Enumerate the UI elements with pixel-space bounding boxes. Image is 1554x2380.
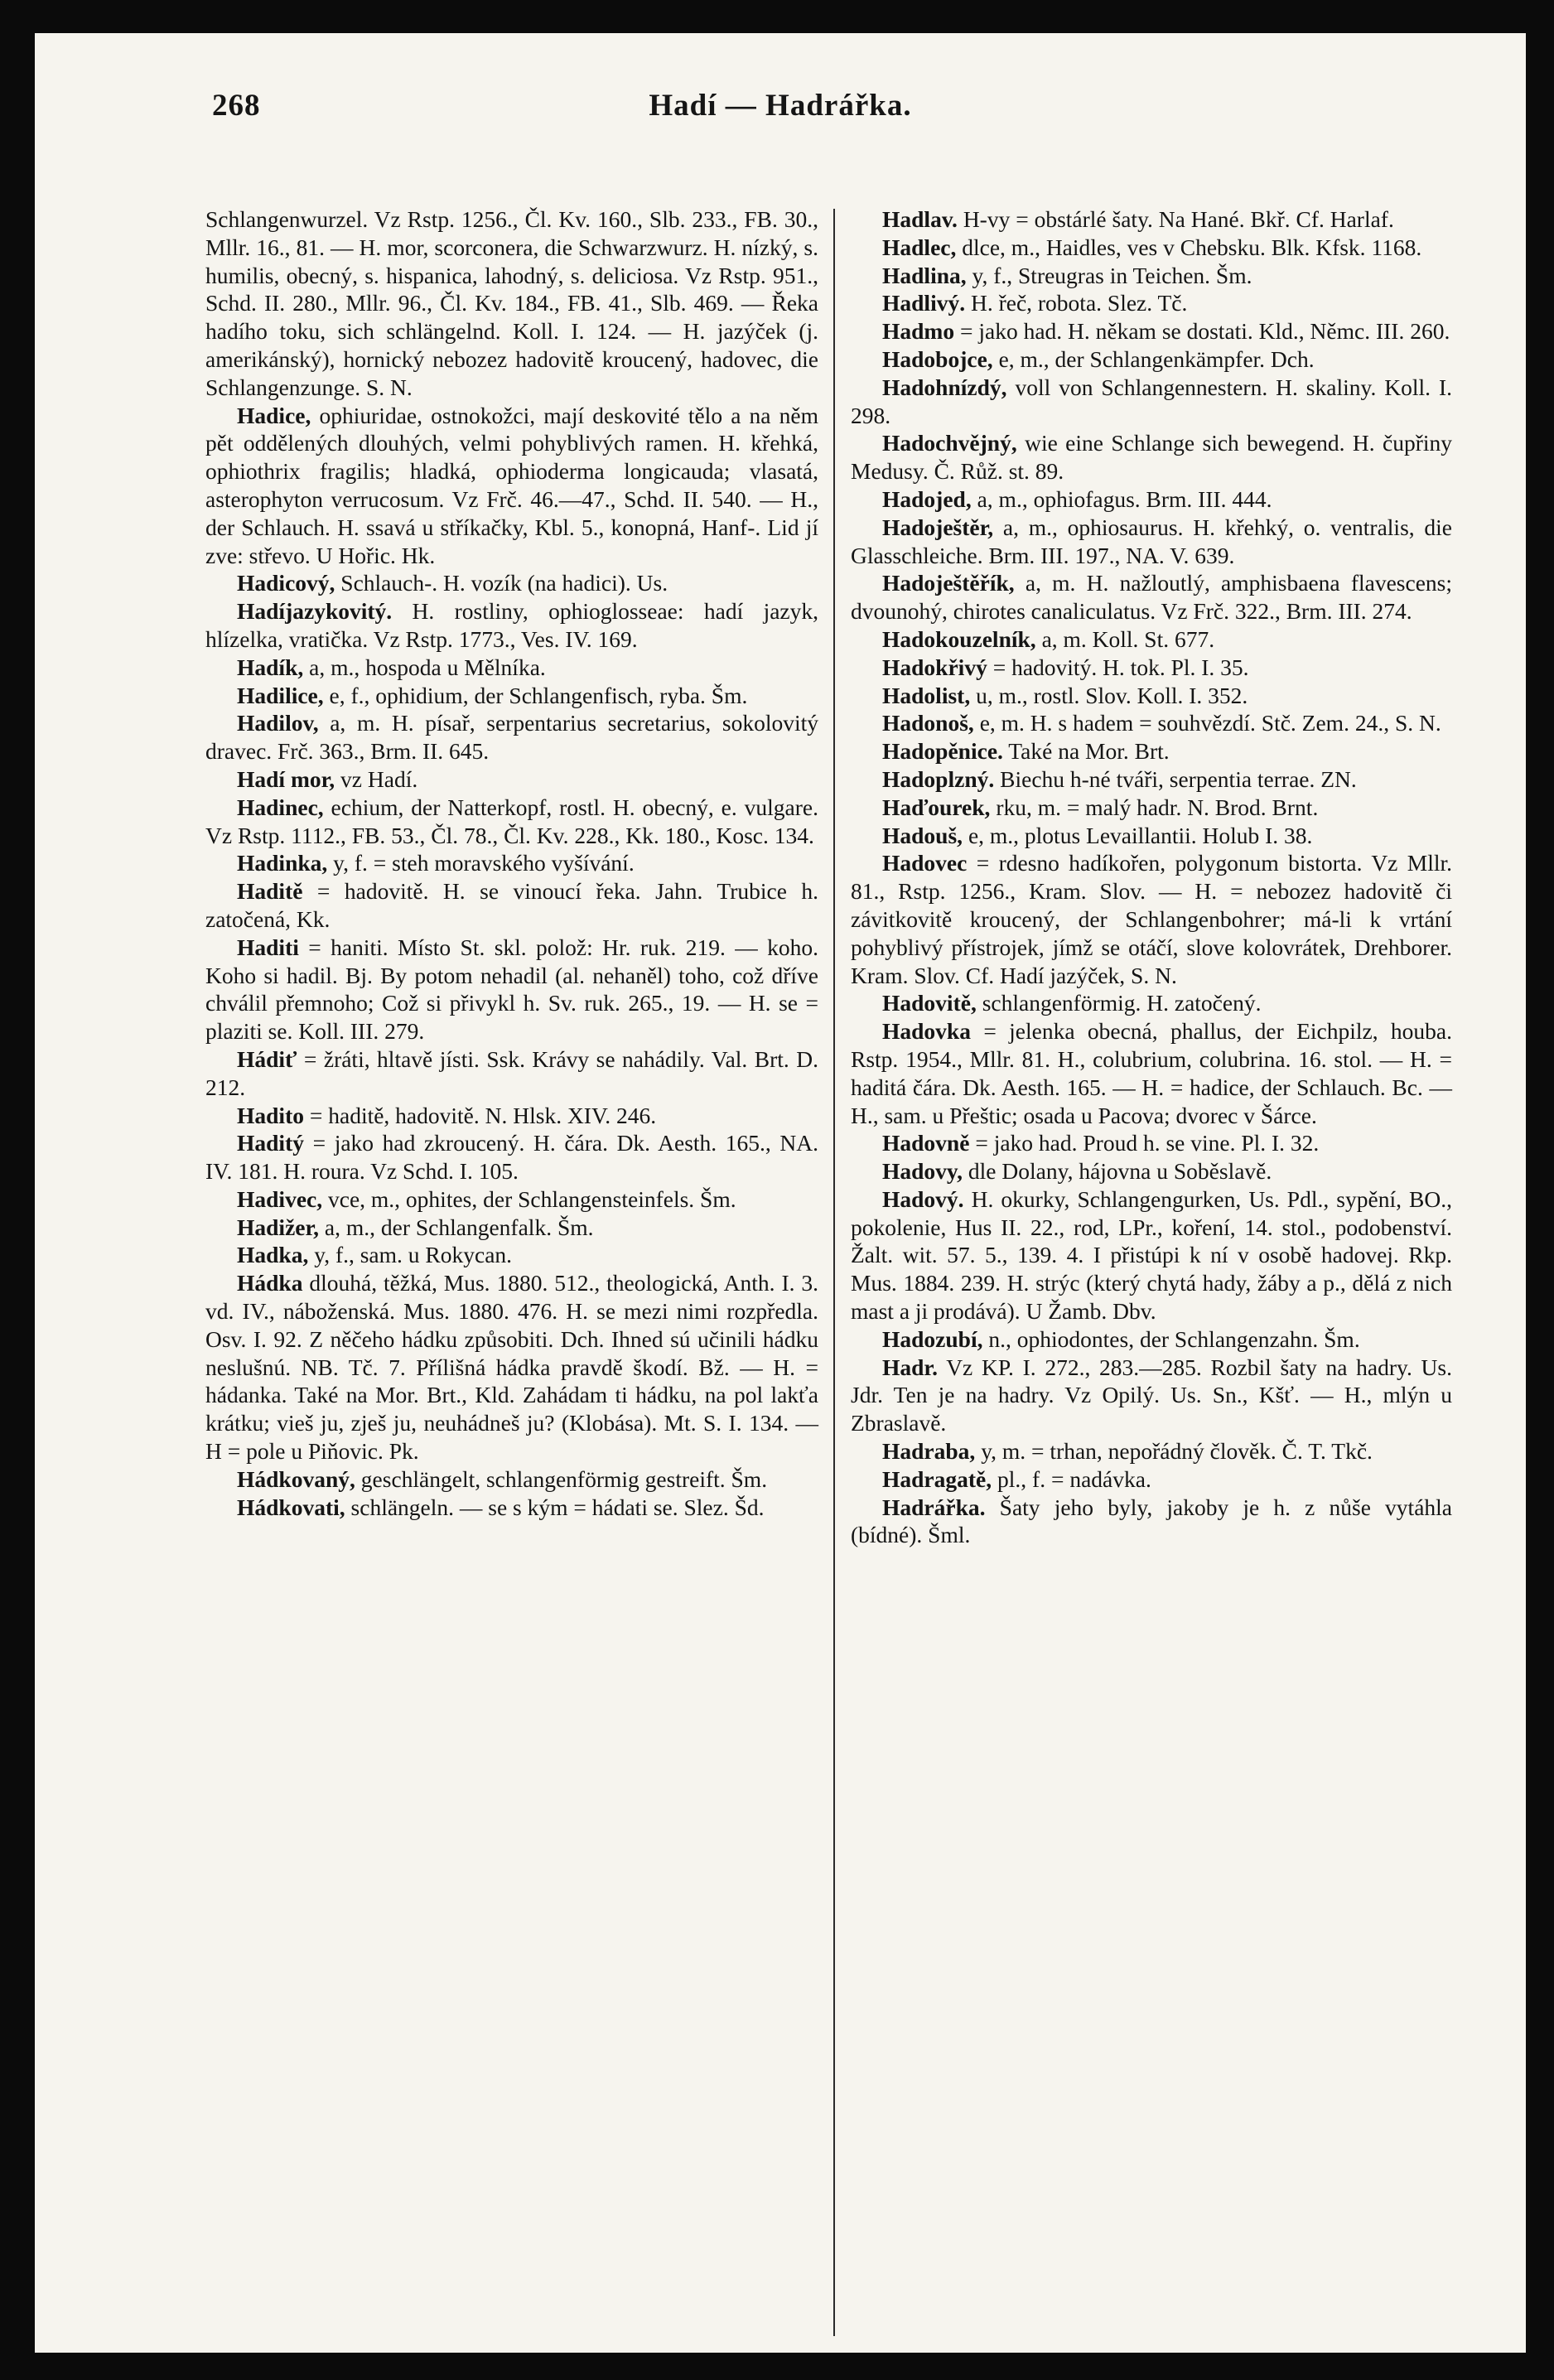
entry-text: vz Hadí.: [335, 765, 418, 792]
dictionary-entry: [851, 262, 1452, 290]
entry-text: = jako had. Proud h. se vine. Pl. I. 32.: [969, 1130, 1320, 1156]
entry-text: e, f., ophidium, der Schlangenfisch, ryba. Šm.: [323, 682, 748, 708]
page-header: [35, 88, 1526, 138]
dictionary-entry: [851, 1354, 1452, 1437]
dictionary-entry: [851, 1157, 1452, 1185]
entry-headword: Haditě: [237, 878, 303, 905]
entry-text: a, m., ophiofagus. Brm. III. 444.: [971, 485, 1272, 512]
entry-text: = hadovitý. H. tok. Pl. I. 35.: [987, 654, 1249, 680]
entry-headword: Hadovně: [882, 1130, 970, 1156]
dictionary-entry: [205, 877, 818, 934]
dictionary-entry: [851, 682, 1452, 710]
entry-text: pl., f. = nadávka.: [992, 1465, 1151, 1492]
entry-headword: Haditi: [237, 934, 299, 960]
dictionary-entry: [205, 205, 818, 402]
dictionary-entry: [205, 597, 818, 654]
dictionary-entry: [205, 934, 818, 1045]
dictionary-entry: [205, 1102, 818, 1130]
entry-headword: Hadojed,: [882, 485, 972, 512]
entry-text: Biechu h-né tváři, serpentia terrae. ZN.: [994, 765, 1357, 792]
entry-text: y, f., sam. u Rokycan.: [308, 1242, 513, 1268]
entry-text: = haniti. Místo St. skl. polož: Hr. ruk. 219. — koho. Koho si hadil. Bj. By potom nehadil (al. nehaněl) toho, což dříve chválil přemnoho; Což si přivykl h. Sv. ruk. 265., 19. — H. se = plaziti se. Koll. III. 279.: [205, 934, 818, 1045]
entry-headword: Haditý: [237, 1130, 304, 1156]
entry-headword: Hadmo: [882, 318, 955, 345]
entry-headword: Hadoplzný.: [882, 765, 995, 792]
entry-headword: Hadito: [237, 1102, 304, 1128]
dictionary-entry: [851, 709, 1452, 737]
entry-text: a, m., ophiosaurus. H. křehký, o. ventralis, die Glasschleiche. Brm. III. 197., NA. V. 639.: [851, 514, 1452, 568]
entry-headword: Hádka: [237, 1270, 303, 1296]
entry-headword: Hadobojce,: [882, 345, 993, 372]
dictionary-entry: [851, 205, 1452, 234]
dictionary-entry: [205, 1269, 818, 1465]
entry-headword: Hadoještěr,: [882, 514, 994, 540]
dictionary-entry: [851, 625, 1452, 654]
entry-headword: Hádkovati,: [237, 1494, 345, 1520]
entry-headword: Haďourek,: [882, 794, 991, 820]
entry-headword: Hadlav.: [882, 206, 958, 232]
entry-text: = hadovitě. H. se vinoucí řeka. Jahn. Trubice h. zatočená, Kk.: [205, 878, 818, 932]
entry-headword: Hadovy,: [882, 1158, 963, 1185]
page-number: 268: [212, 89, 261, 123]
entry-headword: Hadokřivý: [882, 654, 987, 680]
entry-text: = haditě, hadovitě. N. Hlsk. XIV. 246.: [303, 1102, 657, 1128]
dictionary-entry: [205, 849, 818, 877]
dictionary-entry: [851, 374, 1452, 430]
entry-headword: Hadlec,: [882, 234, 957, 260]
entry-headword: Hadlivý.: [882, 290, 966, 316]
dictionary-entry: [851, 569, 1452, 625]
dictionary-entry: [851, 1465, 1452, 1494]
dictionary-entry: [851, 737, 1452, 765]
dictionary-entry: [851, 429, 1452, 485]
entry-text: H-vy = obstárlé šaty. Na Hané. Bkř. Cf. Harlaf.: [957, 206, 1394, 232]
entry-text: a, m. H. písař, serpentarius secretarius, sokolovitý dravec. Frč. 363., Brm. II. 645.: [205, 710, 818, 765]
dictionary-entry: [205, 1494, 818, 1522]
entry-headword: Hadilice,: [237, 682, 324, 708]
entry-text: a, m. Koll. St. 677.: [1035, 625, 1215, 652]
entry-headword: Hadivec,: [237, 1185, 323, 1212]
dictionary-entry: [851, 1325, 1452, 1354]
entry-text: dlce, m., Haidles, ves v Chebsku. Blk. Kfsk. 1168.: [956, 234, 1422, 260]
entry-headword: Hadový.: [882, 1185, 964, 1212]
dictionary-entry: [205, 569, 818, 597]
entry-text: ophiuridae, ostnokožci, mají deskovité tělo a na něm pět oddělených dlouhých, velmi pohyblivých ramen. H. křehká, ophiothrix fragilis; hladká, ophioderma longicauda; vlasatá, asterophyton verrucosum. Vz Frč. 46.—47., Schd. II. 540. — H., der Schlauch. H. ssavá u stříkačky, Kbl. 5., konopná, Hanf-. Lid jí zve: střevo. U Hořic. Hk.: [205, 402, 818, 568]
entry-text: H. rostliny, ophioglosseae: hadí jazyk, hlízelka, vratička. Vz Rstp. 1773., Ves. IV. 169.: [205, 598, 818, 652]
running-head: Hadí — Hadrářka.: [649, 89, 912, 123]
entry-headword: Hadicový,: [237, 570, 335, 596]
dictionary-entry: [851, 654, 1452, 682]
entry-headword: Hadozubí,: [882, 1325, 983, 1352]
entry-headword: Hádkovaný,: [237, 1465, 355, 1492]
dictionary-entry: [205, 1214, 818, 1242]
entry-text: y, m. = trhan, nepořádný člověk. Č. T. Tkč.: [975, 1438, 1373, 1465]
dictionary-entry: [851, 794, 1452, 822]
dictionary-entry: [851, 1017, 1452, 1129]
entry-text: = rdesno hadíkořen, polygonum bistorta. Vz Mllr. 81., Rstp. 1256., Kram. Slov. — H. = nebozez hadovitě či závitkovitě kroucený, der Schlangenbohrer; má-li k vrtání pohyblivý přístrojek, jímž se otáčí, slove kolovrátek, Drehborer. Kram. Slov. Cf. Hadí jazýček, S. N.: [851, 850, 1452, 988]
entry-headword: Hadinec,: [237, 794, 324, 820]
entry-text: schlängeln. — se s kým = hádati se. Slez. Šd.: [345, 1494, 765, 1520]
right-column: [851, 205, 1452, 1549]
dictionary-entry: [851, 849, 1452, 989]
entry-headword: Hadragatě,: [882, 1465, 992, 1492]
entry-headword: Hadolist,: [882, 682, 971, 708]
entry-text: = jako had. H. někam se dostati. Kld., Němc. III. 260.: [954, 318, 1450, 345]
entry-headword: Hadka,: [237, 1242, 309, 1268]
dictionary-page: [35, 33, 1526, 2353]
entry-text: a, m., der Schlangenfalk. Šm.: [319, 1214, 594, 1240]
entry-headword: Hadonoš,: [882, 710, 974, 736]
dictionary-entry: [851, 1437, 1452, 1465]
entry-text: Schlauch-. H. vozík (na hadici). Us.: [335, 570, 668, 596]
entry-text: Šaty jeho byly, jakoby je h. z nůše vytáhla (bídné). Šml.: [851, 1494, 1452, 1548]
dictionary-entry: [851, 822, 1452, 850]
entry-text: rku, m. = malý hadr. N. Brod. Brnt.: [990, 794, 1319, 820]
entry-text: dle Dolany, hájovna u Soběslavě.: [963, 1158, 1272, 1185]
dictionary-entry: [205, 1129, 818, 1185]
entry-text: y, f. = steh moravského vyšívání.: [327, 850, 635, 876]
entry-headword: Hadouš,: [882, 822, 963, 848]
entry-text: = žráti, hltavě jísti. Ssk. Krávy se nahádily. Val. Brt. D. 212.: [205, 1045, 818, 1100]
entry-text: = jako had zkroucený. H. čára. Dk. Aesth. 165., NA. IV. 181. H. roura. Vz Schd. I. 105.: [205, 1130, 818, 1185]
entry-text: vce, m., ophites, der Schlangensteinfels. Šm.: [322, 1185, 736, 1212]
dictionary-entry: [851, 1494, 1452, 1550]
entry-headword: Hadoještěřík,: [882, 570, 1015, 596]
dictionary-entry: [205, 1045, 818, 1102]
entry-text: u, m., rostl. Slov. Koll. I. 352.: [970, 682, 1248, 708]
entry-headword: Hadlina,: [882, 262, 967, 288]
entry-text: echium, der Natterkopf, rostl. H. obecný, e. vulgare. Vz Rstp. 1112., FB. 53., Čl. 78., Čl. Kv. 228., Kk. 180., Kosc. 134.: [205, 794, 818, 848]
entry-headword: Hadíjazykovitý.: [237, 598, 393, 625]
dictionary-entry: [851, 234, 1452, 262]
entry-text: e, m. H. s hadem = souhvězdí. Stč. Zem. 24., S. N.: [973, 710, 1441, 736]
entry-headword: Hadohnízdý,: [882, 374, 1007, 400]
dictionary-entry: [205, 1241, 818, 1269]
dictionary-entry: [205, 1185, 818, 1214]
entry-text: voll von Schlangennestern. H. skaliny. Koll. I. 298.: [851, 374, 1452, 428]
entry-text: n., ophiodontes, der Schlangenzahn. Šm.: [982, 1325, 1360, 1352]
entry-text: Také na Mor. Brt.: [1002, 738, 1170, 765]
entry-text: = jelenka obecná, phallus, der Eichpilz, houba. Rstp. 1954., Mllr. 81. H., colubrium, colubrina. 16. stol. — H. = haditá čára. Dk. Aesth. 165. — H. = hadice, der Schlauch. Bc. — H., sam. u Přeštic; osada u Pacova; dvorec v Šárce.: [851, 1018, 1452, 1128]
entry-text: Vz KP. I. 272., 283.—285. Rozbil šaty na hadry. Us. Jdr. Ten je na hadry. Vz Opilý. Us. Sn., Kšť. — H., mlýn u Zbraslavě.: [851, 1354, 1452, 1436]
entry-text: y, f., Streugras in Teichen. Šm.: [966, 262, 1252, 288]
dictionary-entry: [851, 1185, 1452, 1325]
dictionary-entry: [851, 989, 1452, 1017]
dictionary-entry: [205, 765, 818, 794]
entry-headword: Hadrářka.: [882, 1494, 986, 1520]
dictionary-entry: [851, 485, 1452, 514]
entry-headword: Hadík,: [237, 654, 304, 680]
entry-headword: Hadr.: [882, 1354, 938, 1380]
entry-headword: Hadovitě,: [882, 990, 977, 1016]
left-column: [205, 205, 818, 1521]
entry-headword: Hadilov,: [237, 710, 319, 736]
dictionary-entry: [205, 709, 818, 765]
entry-text: H. řeč, robota. Slez. Tč.: [965, 290, 1188, 316]
dictionary-entry: [205, 794, 818, 850]
entry-headword: Hadí mor,: [237, 765, 335, 792]
column-divider: [833, 209, 835, 2336]
entry-text: wie eine Schlange sich bewegend. H. čupřiny Medusy. Č. Růž. st. 89.: [851, 430, 1452, 485]
entry-text: e, m., plotus Levaillantii. Holub I. 38.: [963, 822, 1313, 848]
entry-headword: Hádiť: [237, 1045, 297, 1072]
dictionary-entry: [205, 682, 818, 710]
entry-headword: Hadice,: [237, 402, 311, 428]
entry-headword: Hadovka: [882, 1018, 971, 1045]
dictionary-entry: [205, 654, 818, 682]
entry-headword: Hadochvějný,: [882, 430, 1017, 456]
dictionary-entry: [851, 765, 1452, 794]
entry-text: schlangenförmig. H. zatočený.: [976, 990, 1262, 1016]
entry-text: dlouhá, těžká, Mus. 1880. 512., theologická, Anth. I. 3. vd. IV., náboženská. Mus. 1880. 476. H. se mezi nimi rozpředla. Osv. I. 92. Z něčeho hádku způsobiti. Dch. Ihned sú učinili hádku neslušnú. NB. Tč. 7. Přílišná hádka pravdě škodí. Bž. — H. = hádanka. Také na Mor. Brt., Kld. Zahádam ti hádku, na pol lakťa krátku; vieš ju, zješ ju, neuhádneš ju? (Klobása). Mt. S. I. 134. — H = pole u Piňovic. Pk.: [205, 1270, 818, 1465]
entry-text: Schlangenwurzel. Vz Rstp. 1256., Čl. Kv. 160., Slb. 233., FB. 30., Mllr. 16., 81. — H. mor, scorconera, die Schwarzwurz. H. nízký, s. humilis, obecný, s. hispanica, lahodný, s. deliciosa. Vz Rstp. 951., Schd. II. 280., Mllr. 96., Čl. Kv. 184., FB. 41., Slb. 469. — Řeka hadího toku, sich schlängelnd. Koll. I. 124. — H. jazýček (j. amerikánský), hornický nebozez hadovitě kroucený, hadovec, die Schlangenzunge. S. N.: [205, 206, 818, 400]
entry-text: a, m., hospoda u Mělníka.: [303, 654, 546, 680]
dictionary-entry: [851, 289, 1452, 317]
entry-text: geschlängelt, schlangenförmig gestreift. Šm.: [355, 1465, 768, 1492]
dictionary-entry: [851, 514, 1452, 570]
dictionary-entry: [205, 402, 818, 570]
entry-text: e, m., der Schlangenkämpfer. Dch.: [992, 345, 1315, 372]
entry-text: H. okurky, Schlangengurken, Us. Pdl., sypění, BO., pokolenie, Hus II. 22., rod, LPr., koření, 14. stol., podobenství. Žalt. wit. 57. 5., 139. 4. I přistúpi k ní v osobě hadovej. Rkp. Mus. 1884. 239. H. strýc (který chytá hady, žáby a p., dělá z nich mast a ji prodává). U Žamb. Dbv.: [851, 1185, 1452, 1325]
entry-headword: Hadinka,: [237, 850, 328, 876]
entry-headword: Hadokouzelník,: [882, 625, 1036, 652]
dictionary-entry: [851, 1129, 1452, 1157]
entry-headword: Hadopěnice.: [882, 738, 1003, 765]
entry-headword: Hadižer,: [237, 1214, 320, 1240]
entry-text: a, m. H. nažloutlý, amphisbaena flavescens; dvounohý, chirotes canaliculatus. Vz Frč. 322., Brm. III. 274.: [851, 570, 1452, 625]
entry-headword: Hadraba,: [882, 1438, 976, 1465]
dictionary-entry: [851, 345, 1452, 374]
dictionary-entry: [851, 317, 1452, 345]
dictionary-entry: [205, 1465, 818, 1494]
entry-headword: Hadovec: [882, 850, 968, 876]
